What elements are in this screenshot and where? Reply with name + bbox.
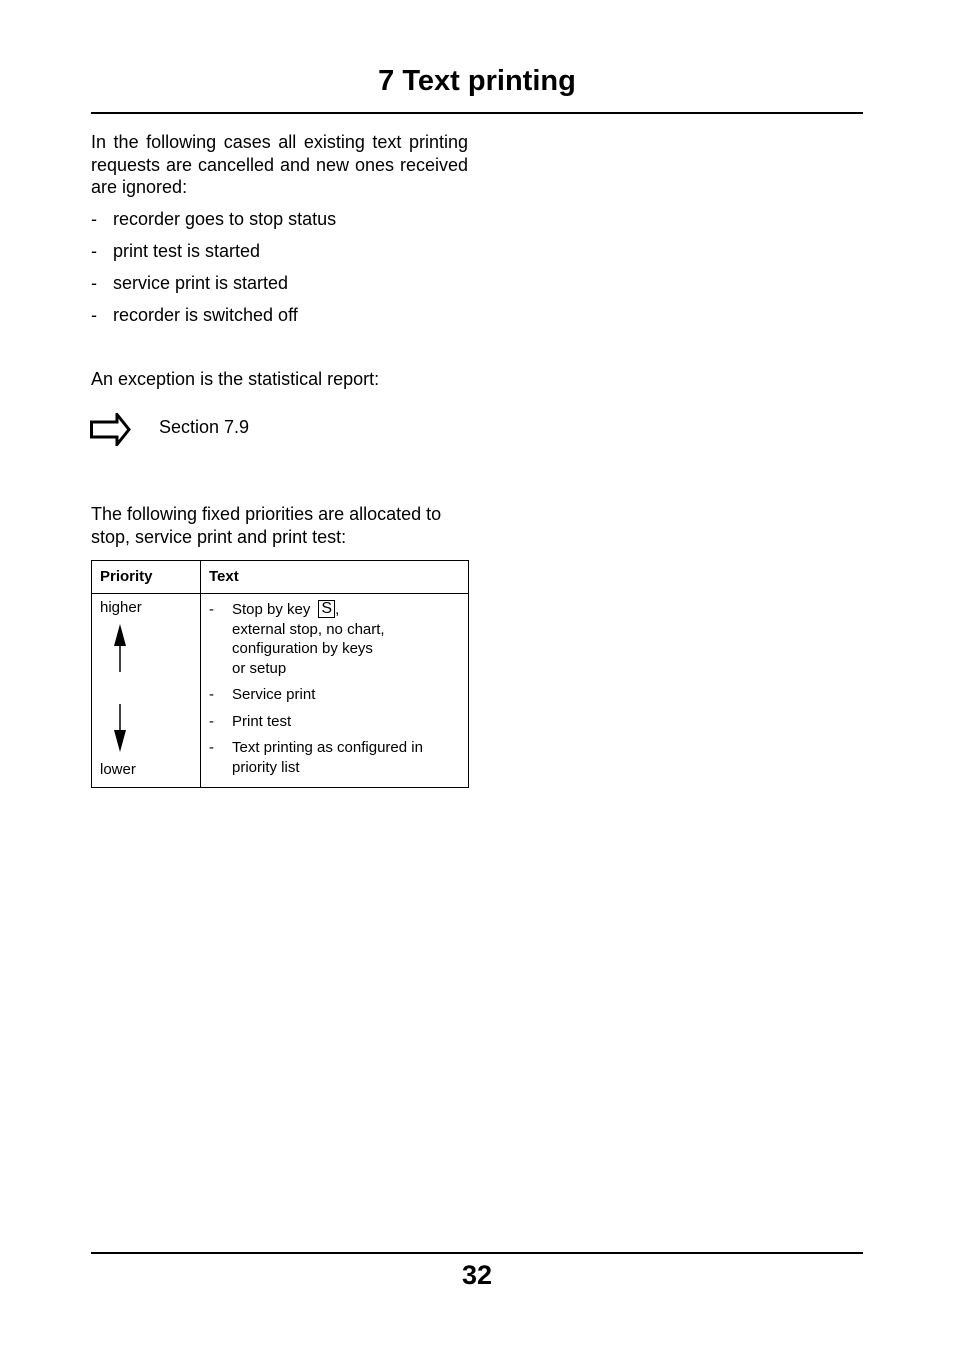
- list-item: [91, 272, 288, 294]
- list-item: [209, 600, 460, 678]
- priority-high-label: higher: [100, 599, 142, 616]
- entry-line: configuration by keys: [232, 640, 373, 657]
- intro-paragraph: In the following cases all existing text printing requests are cancelled and new ones received are ignored:: [91, 132, 468, 197]
- entry-line: Text printing as configured in: [232, 739, 423, 756]
- bullet-dash: -: [91, 273, 97, 293]
- arrow-down-icon: [112, 704, 128, 752]
- bullet-text: recorder goes to stop status: [113, 209, 337, 229]
- entry-dash: -: [209, 601, 214, 618]
- bullet-dash: -: [91, 209, 97, 229]
- header-rule: [91, 112, 863, 114]
- priority-table: [91, 560, 469, 788]
- priority-low-label: lower: [100, 761, 136, 778]
- entry-line: Stop by key: [232, 601, 311, 618]
- exception-paragraph: An exception is the statistical report:: [91, 369, 380, 389]
- entry-dash: -: [209, 739, 214, 756]
- table-header-row: [92, 561, 469, 594]
- column-header-text: Text: [201, 561, 469, 594]
- entry-punct: ,: [335, 601, 340, 618]
- entry-line: Print test: [232, 712, 292, 730]
- arrow-up-icon: [112, 624, 128, 672]
- bullet-dash: -: [91, 241, 97, 261]
- stop-key-badge: S: [318, 600, 335, 618]
- footer-rule: [91, 1252, 863, 1254]
- list-item: [209, 738, 460, 777]
- page-number: 32: [461, 1260, 493, 1290]
- bullet-text: service print is started: [113, 273, 289, 293]
- list-item: [91, 304, 298, 326]
- entry-line: or setup: [232, 659, 287, 677]
- list-item: [91, 240, 260, 262]
- bullet-dash: -: [91, 305, 97, 325]
- text-cell: [201, 594, 469, 788]
- entry-line: priority list: [232, 758, 300, 776]
- table-row: [92, 594, 469, 788]
- entry-dash: -: [209, 712, 214, 730]
- list-item: [91, 208, 336, 230]
- priorities-paragraph: The following fixed priorities are allocated to stop, service print and print test:: [91, 504, 442, 547]
- column-header-priority: Priority: [92, 561, 201, 594]
- list-item: [209, 685, 460, 705]
- entry-line: external stop, no chart,: [232, 620, 385, 638]
- bullet-text: recorder is switched off: [113, 305, 298, 325]
- entry-dash: -: [209, 686, 214, 703]
- entry-line: Service print: [232, 686, 316, 703]
- priority-cell: [92, 594, 201, 788]
- page-title: 7 Text printing: [378, 65, 576, 97]
- arrow-right-outline-icon: [90, 413, 132, 446]
- list-item: [209, 712, 460, 732]
- section-reference-link[interactable]: Section 7.9: [159, 417, 250, 437]
- bullet-text: print test is started: [113, 241, 261, 261]
